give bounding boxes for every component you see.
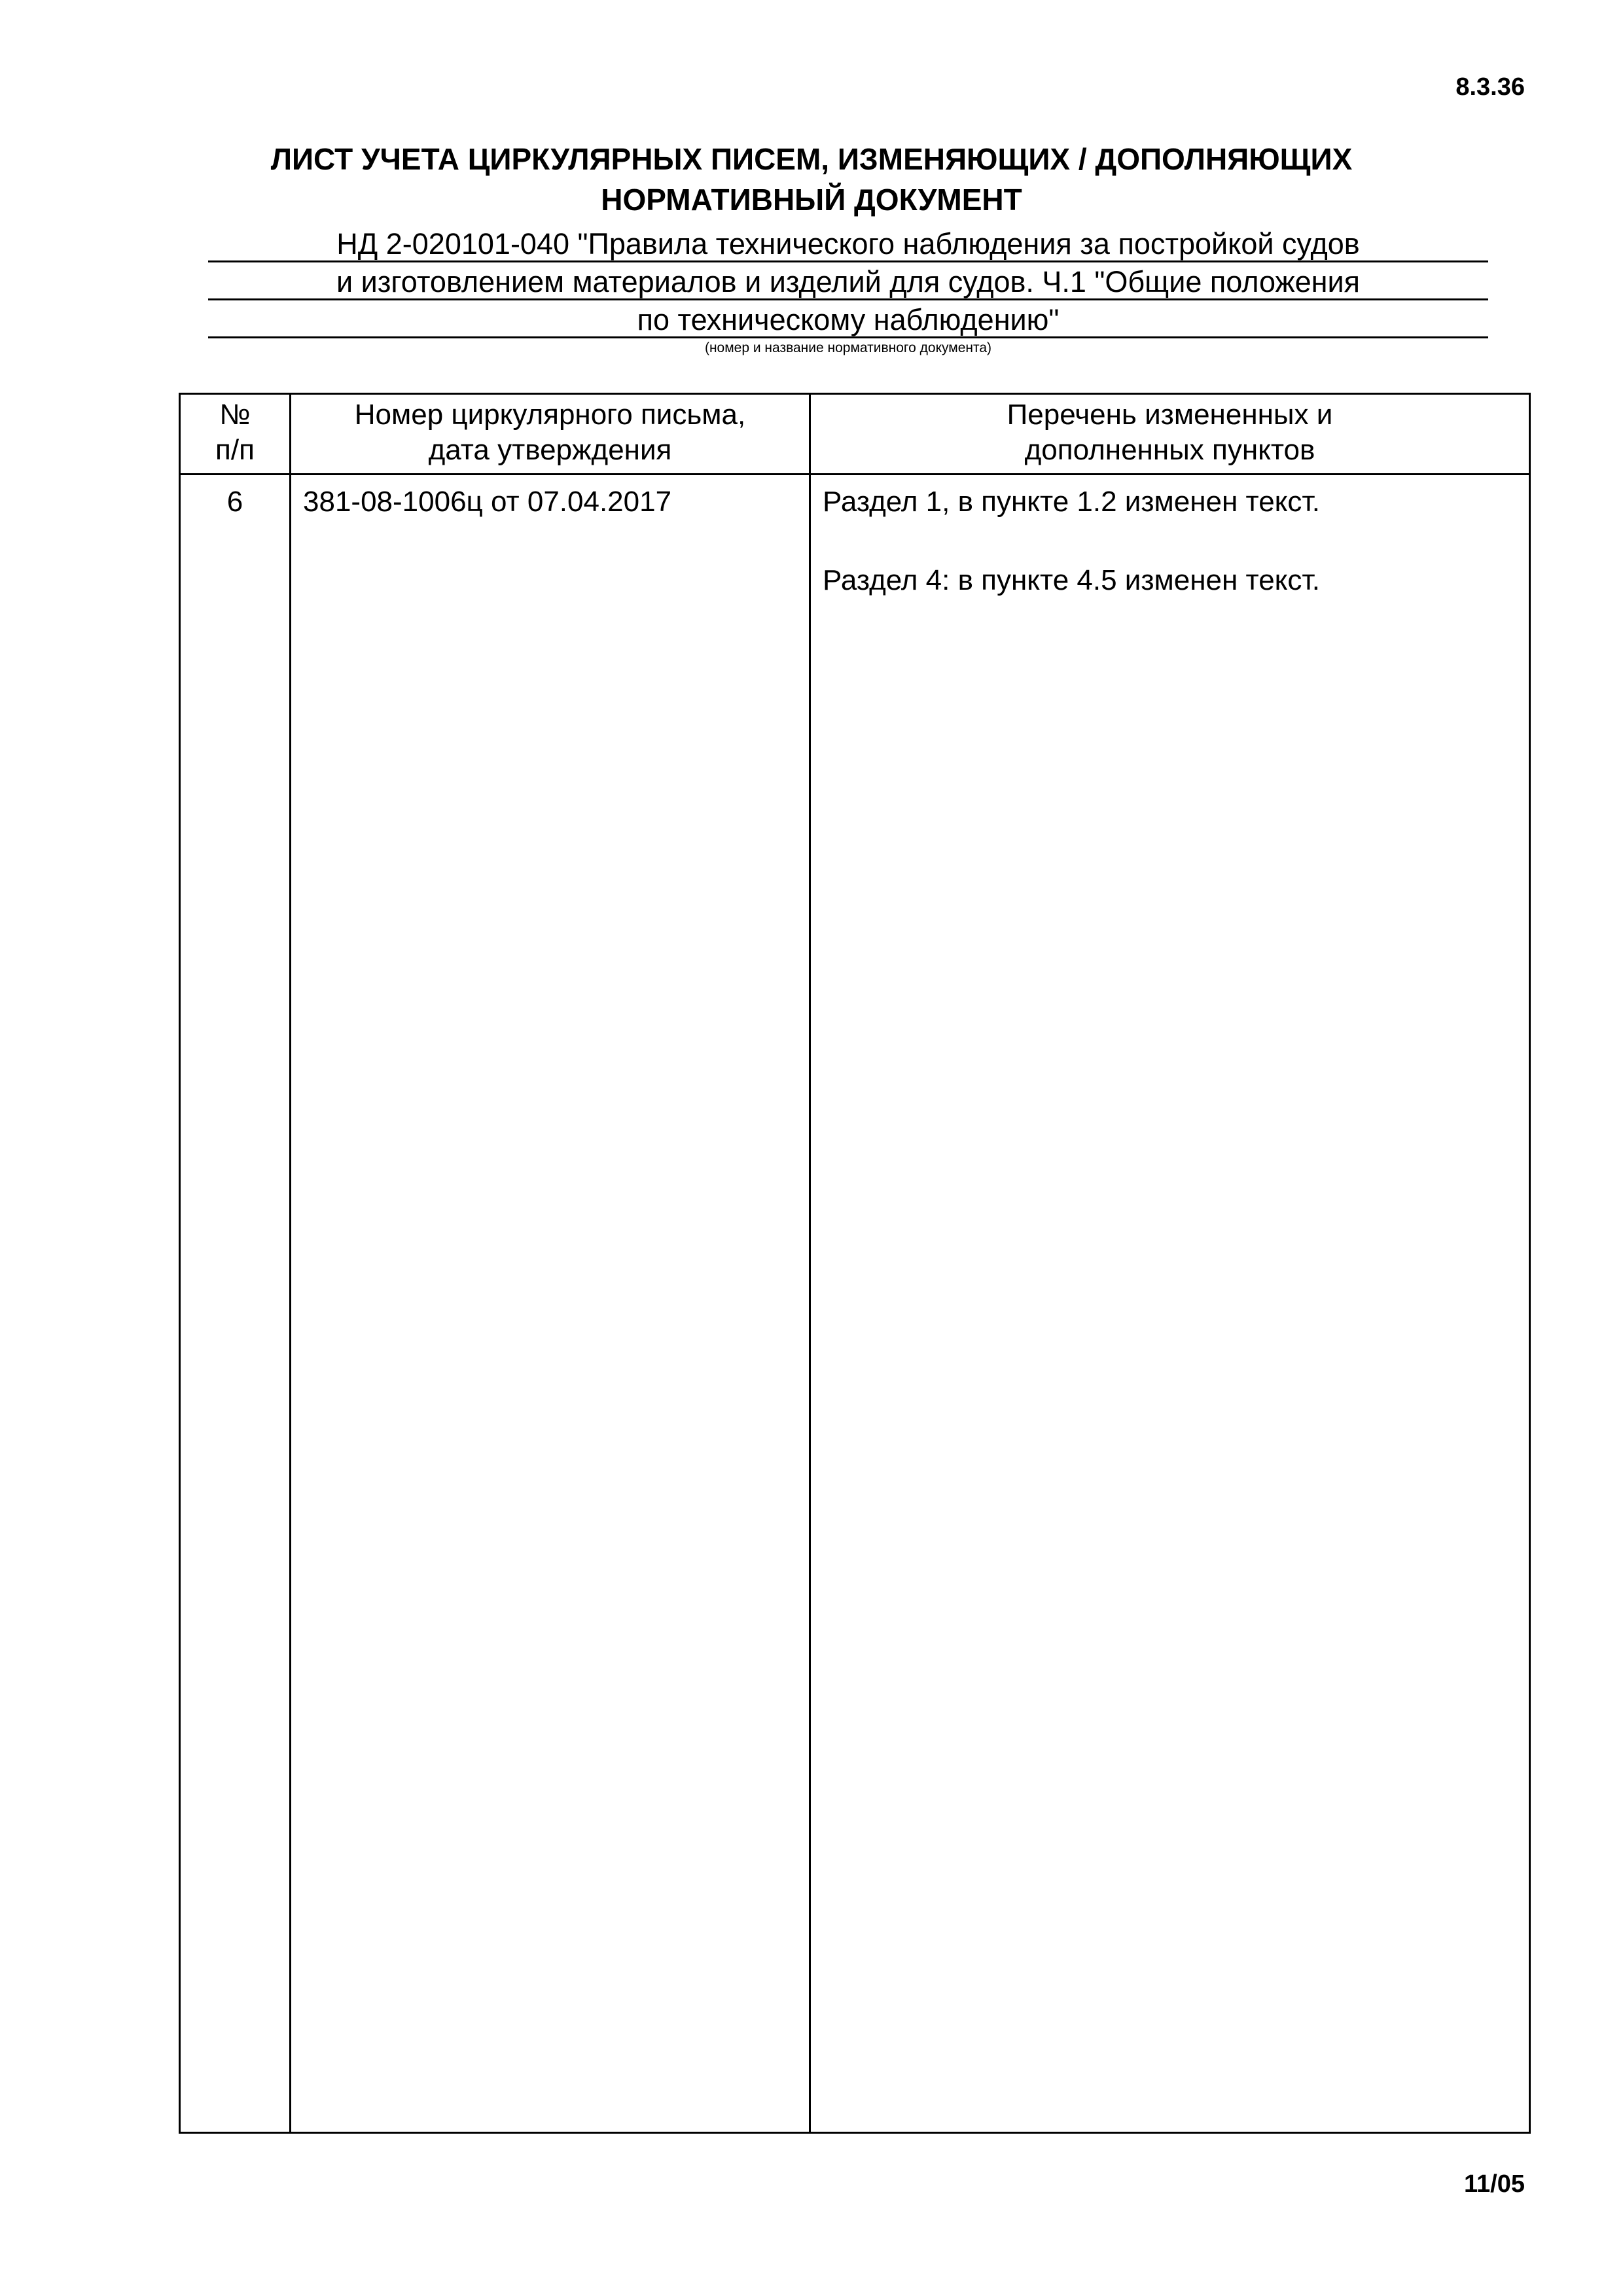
nd-name-line-3: по техническому наблюдению" bbox=[208, 300, 1488, 338]
page-title bbox=[0, 139, 1623, 220]
nd-name-line-2: и изготовлением материалов и изделий для судов. Ч.1 "Общие положения bbox=[208, 262, 1488, 300]
table-row bbox=[180, 475, 1530, 2133]
title-line-2: НОРМАТИВНЫЙ ДОКУМЕНТ bbox=[601, 183, 1022, 217]
circular-letters-table bbox=[179, 393, 1531, 2134]
header-letter: Номер циркулярного письма, дата утверждения bbox=[291, 394, 810, 475]
row-letter: 381-08-1006ц от 07.04.2017 bbox=[291, 475, 810, 2133]
normative-document-block bbox=[208, 224, 1488, 357]
header-changes: Перечень измененных и дополненных пунктов bbox=[810, 394, 1530, 475]
table-header-row bbox=[180, 394, 1530, 475]
header-number: № п/п bbox=[180, 394, 291, 475]
change-item: Раздел 1, в пункте 1.2 изменен текст. bbox=[823, 486, 1320, 518]
row-number: 6 bbox=[180, 475, 291, 2133]
document-code: 8.3.36 bbox=[1455, 73, 1525, 101]
page-code: 11/05 bbox=[1464, 2170, 1525, 2198]
title-line-1: ЛИСТ УЧЕТА ЦИРКУЛЯРНЫХ ПИСЕМ, ИЗМЕНЯЮЩИХ / ДОПОЛНЯЮЩИХ bbox=[270, 142, 1353, 176]
nd-caption: (номер и название нормативного документа) bbox=[704, 340, 992, 355]
nd-name-line-1: НД 2-020101-040 "Правила технического наблюдения за постройкой судов bbox=[208, 224, 1488, 262]
change-item: Раздел 4: в пункте 4.5 изменен текст. bbox=[823, 564, 1320, 596]
row-changes bbox=[810, 475, 1530, 2133]
